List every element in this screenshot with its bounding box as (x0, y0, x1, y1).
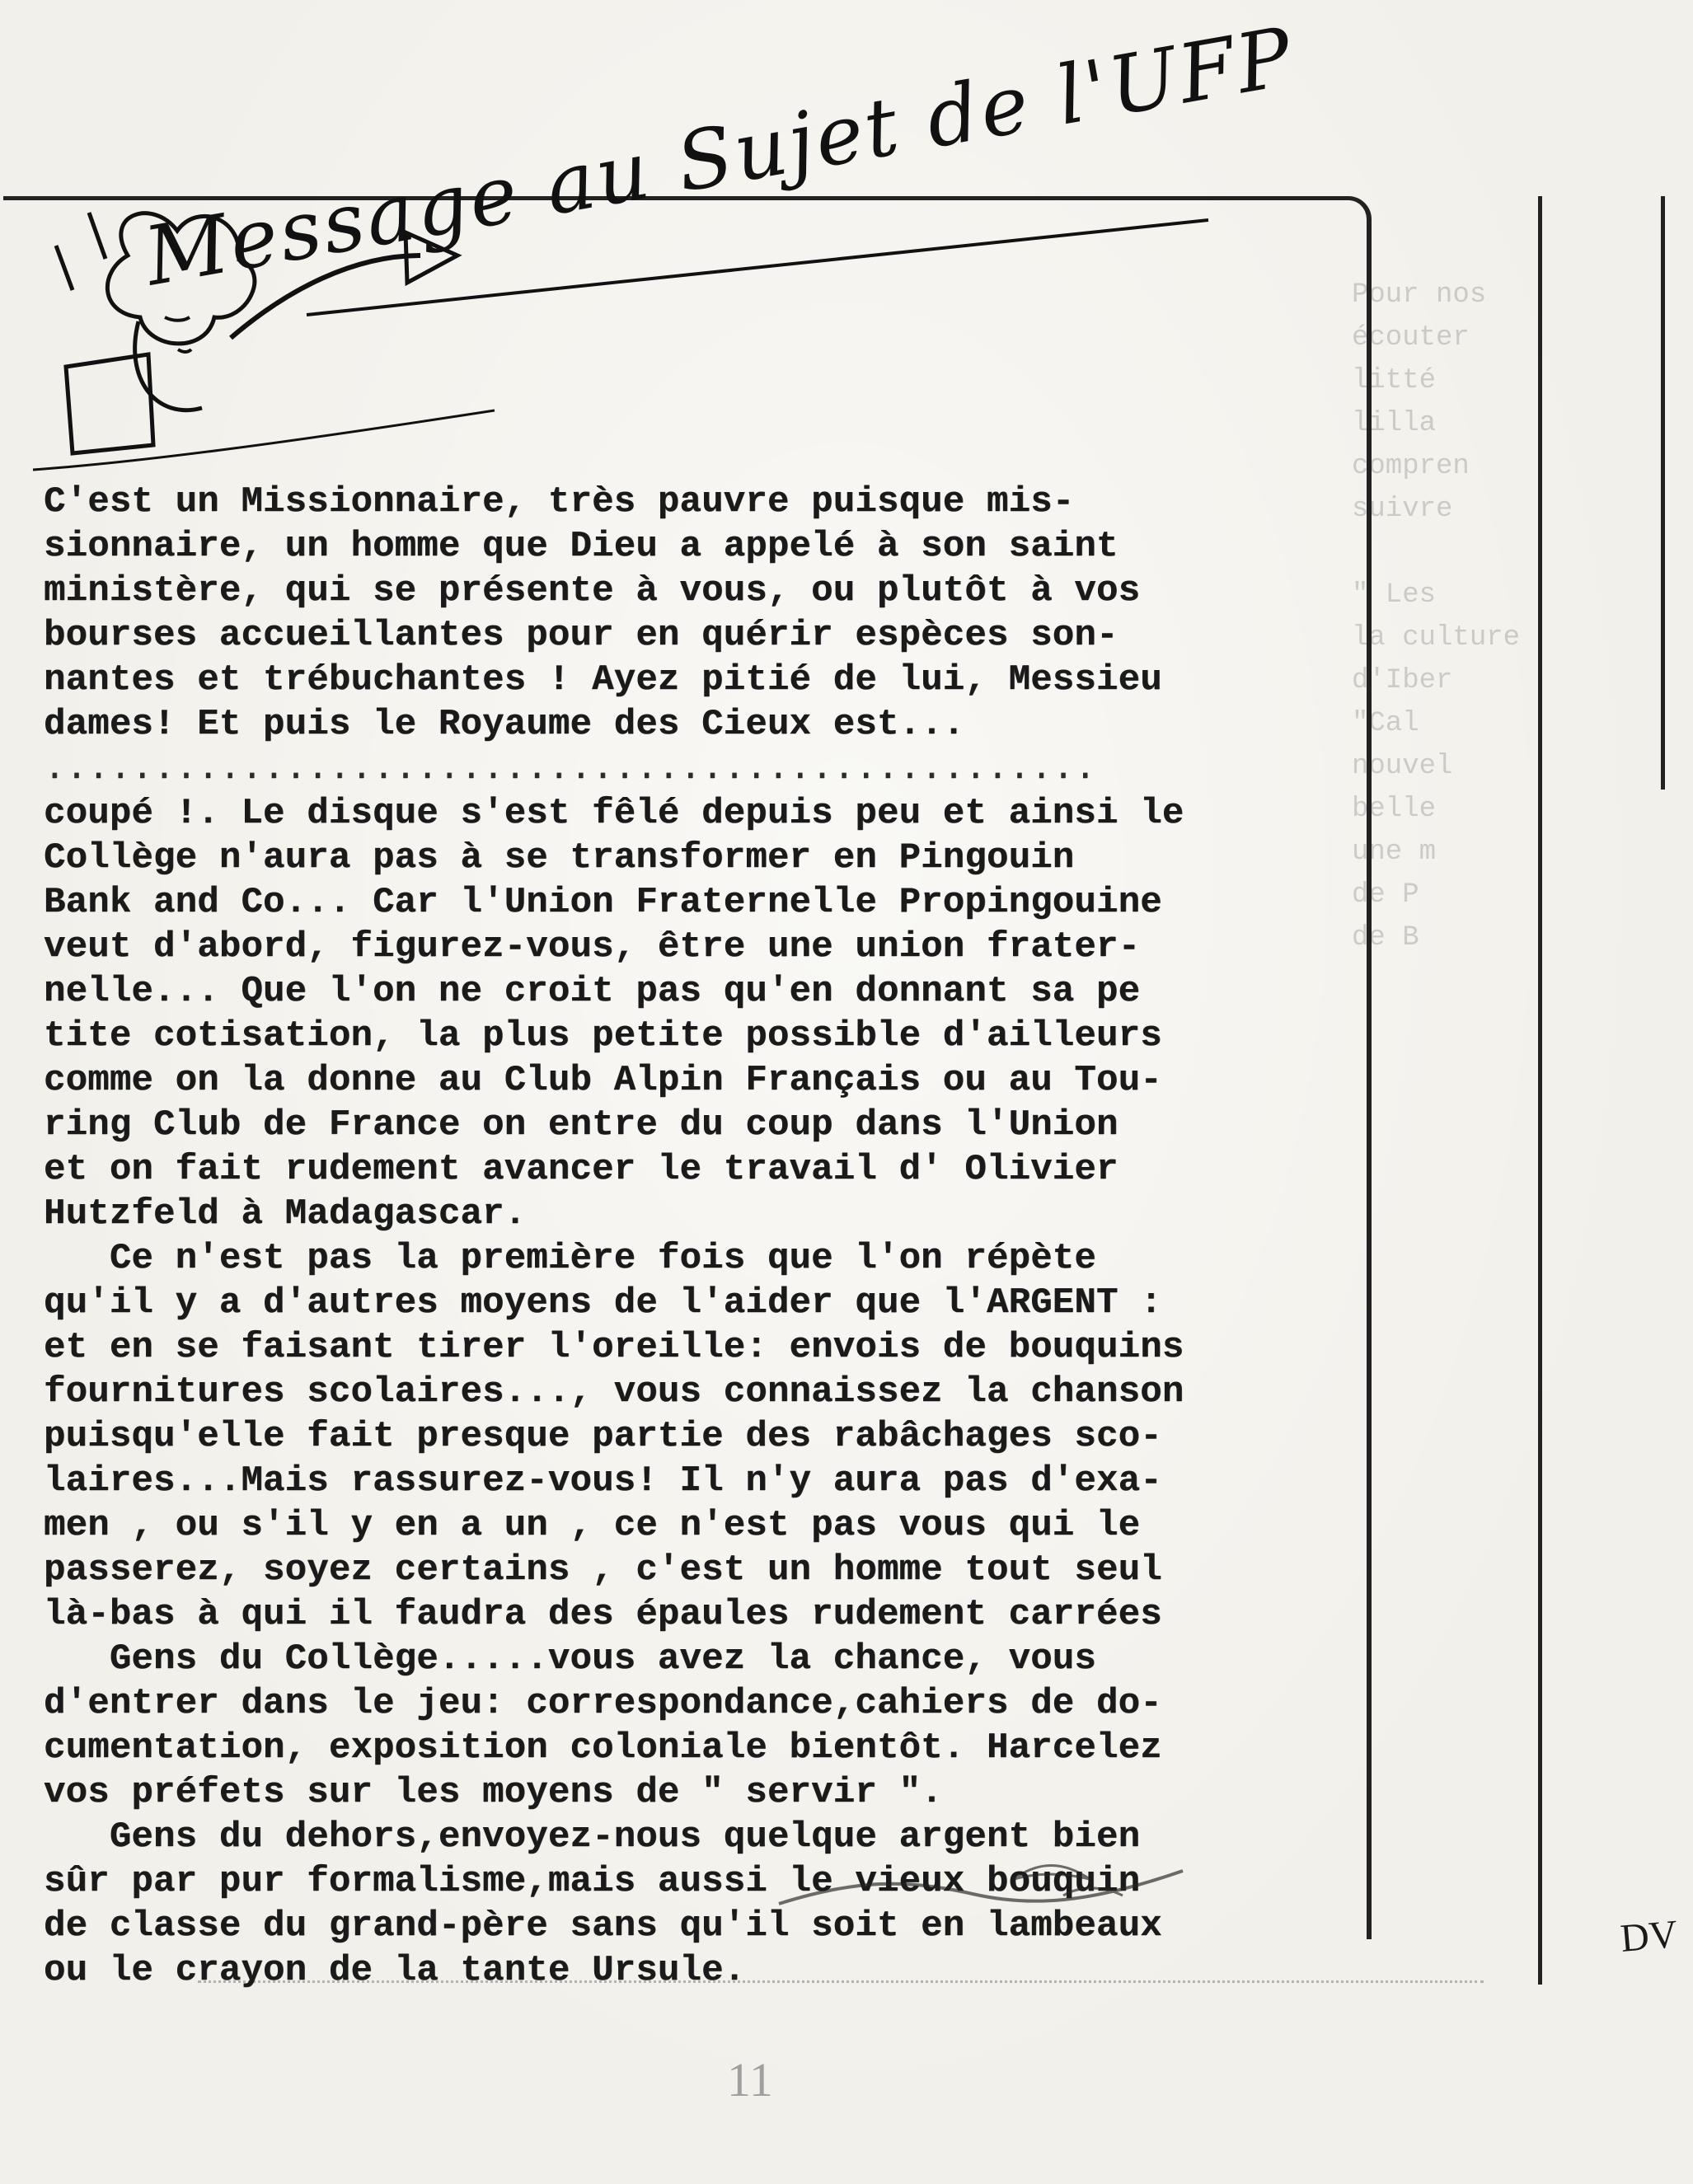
right-page-mark: DV (1618, 1912, 1680, 1961)
body-outline (66, 354, 153, 453)
body-line-10: Bank and Co... Car l'Union Fraternelle Propingouine (44, 882, 1162, 923)
article-title: Message au Sujet de l'UFP (138, 9, 1301, 305)
body-line-15: ring Club de France on entre du coup dans l'Union (44, 1104, 1119, 1146)
body-line-25: passerez, soyez certains , c'est un homme tout seul (44, 1549, 1162, 1591)
right-page-rule-left (1538, 196, 1542, 1985)
body-line-3: ministère, qui se présente à vous, ou plutôt à vos (44, 570, 1141, 612)
body-line-11: veut d'abord, figurez-vous, être une union frater- (44, 926, 1141, 968)
hair-strand-left (56, 246, 73, 290)
body-line-32: sûr par pur formalisme,mais aussi le vieux bouquin (44, 1861, 1141, 1902)
body-line-27: Gens du Collège.....vous avez la chance, vous (44, 1638, 1097, 1680)
body-line-17: Hutzfeld à Madagascar. (44, 1193, 527, 1235)
body-line-29: cumentation, exposition coloniale bientôt. Harcelez (44, 1727, 1162, 1769)
body-line-24: men , ou s'il y en a un , ce n'est pas vous qui le (44, 1505, 1141, 1546)
body-line-18: Ce n'est pas la première fois que l'on répète (44, 1238, 1097, 1279)
body-line-14: comme on la donne au Club Alpin Français ou au Tou- (44, 1060, 1162, 1101)
body-line-22: puisqu'elle fait presque partie des rabâchages sco- (44, 1416, 1162, 1457)
ornament-loop (1014, 1866, 1090, 1880)
body-line-2: sionnaire, un homme que Dieu a appelé à son saint (44, 526, 1119, 567)
article-body (44, 480, 1313, 1993)
body-line-8: coupé !. Le disque s'est fêlé depuis peu et ainsi le (44, 793, 1184, 834)
body-line-7: ................................................ (44, 748, 1097, 790)
body-line-20: et en se faisant tirer l'oreille: envois de bouquins (44, 1327, 1184, 1368)
closing-ornament (767, 1846, 1195, 1920)
right-page-rule-right (1661, 196, 1665, 790)
adjacent-page-bleed: Pour nos écouter litté lilla compren suivre " Les la culture d'Iber "Cal nouvel belle une m de P de B (1352, 279, 1521, 954)
body-line-33: de classe du grand-père sans qu'il soit en lambeaux (44, 1905, 1162, 1947)
body-line-31: Gens du dehors,envoyez-nous quelque argent bien (44, 1816, 1141, 1858)
body-line-5: nantes et trébuchantes ! Ayez pitié de lui, Messieu (44, 659, 1162, 701)
body-line-6: dames! Et puis le Royaume des Cieux est... (44, 704, 965, 745)
body-line-19: qu'il y a d'autres moyens de l'aider que l'ARGENT : (44, 1282, 1162, 1324)
body-line-16: et on fait rudement avancer le travail d' Olivier (44, 1149, 1119, 1190)
body-line-4: bourses accueillantes pour en quérir espèces son- (44, 615, 1119, 656)
body-line-9: Collège n'aura pas à se transformer en Pingouin (44, 837, 1075, 879)
body-line-34: ou le crayon de la tante Ursule. (44, 1950, 746, 1991)
body-line-1: C'est un Missionnaire, très pauvre puisque mis- (44, 481, 1075, 523)
page-number: 11 (727, 2053, 773, 2107)
body-line-30: vos préfets sur les moyens de " servir ". (44, 1772, 943, 1813)
body-line-23: laires...Mais rassurez-vous! Il n'y aura pas d'exa- (44, 1460, 1162, 1502)
body-line-28: d'entrer dans le jeu: correspondance,cahiers de do- (44, 1683, 1162, 1724)
hair-strand-top (89, 213, 106, 259)
body-line-13: tite cotisation, la plus petite possible d'ailleurs (44, 1015, 1162, 1057)
ornament-swash (779, 1871, 1183, 1904)
body-line-12: nelle... Que l'on ne croit pas qu'en donnant sa pe (44, 971, 1141, 1012)
body-line-26: là-bas à qui il faudra des épaules rudement carrées (44, 1594, 1162, 1635)
body-line-21: fournitures scolaires..., vous connaissez la chanson (44, 1371, 1184, 1413)
